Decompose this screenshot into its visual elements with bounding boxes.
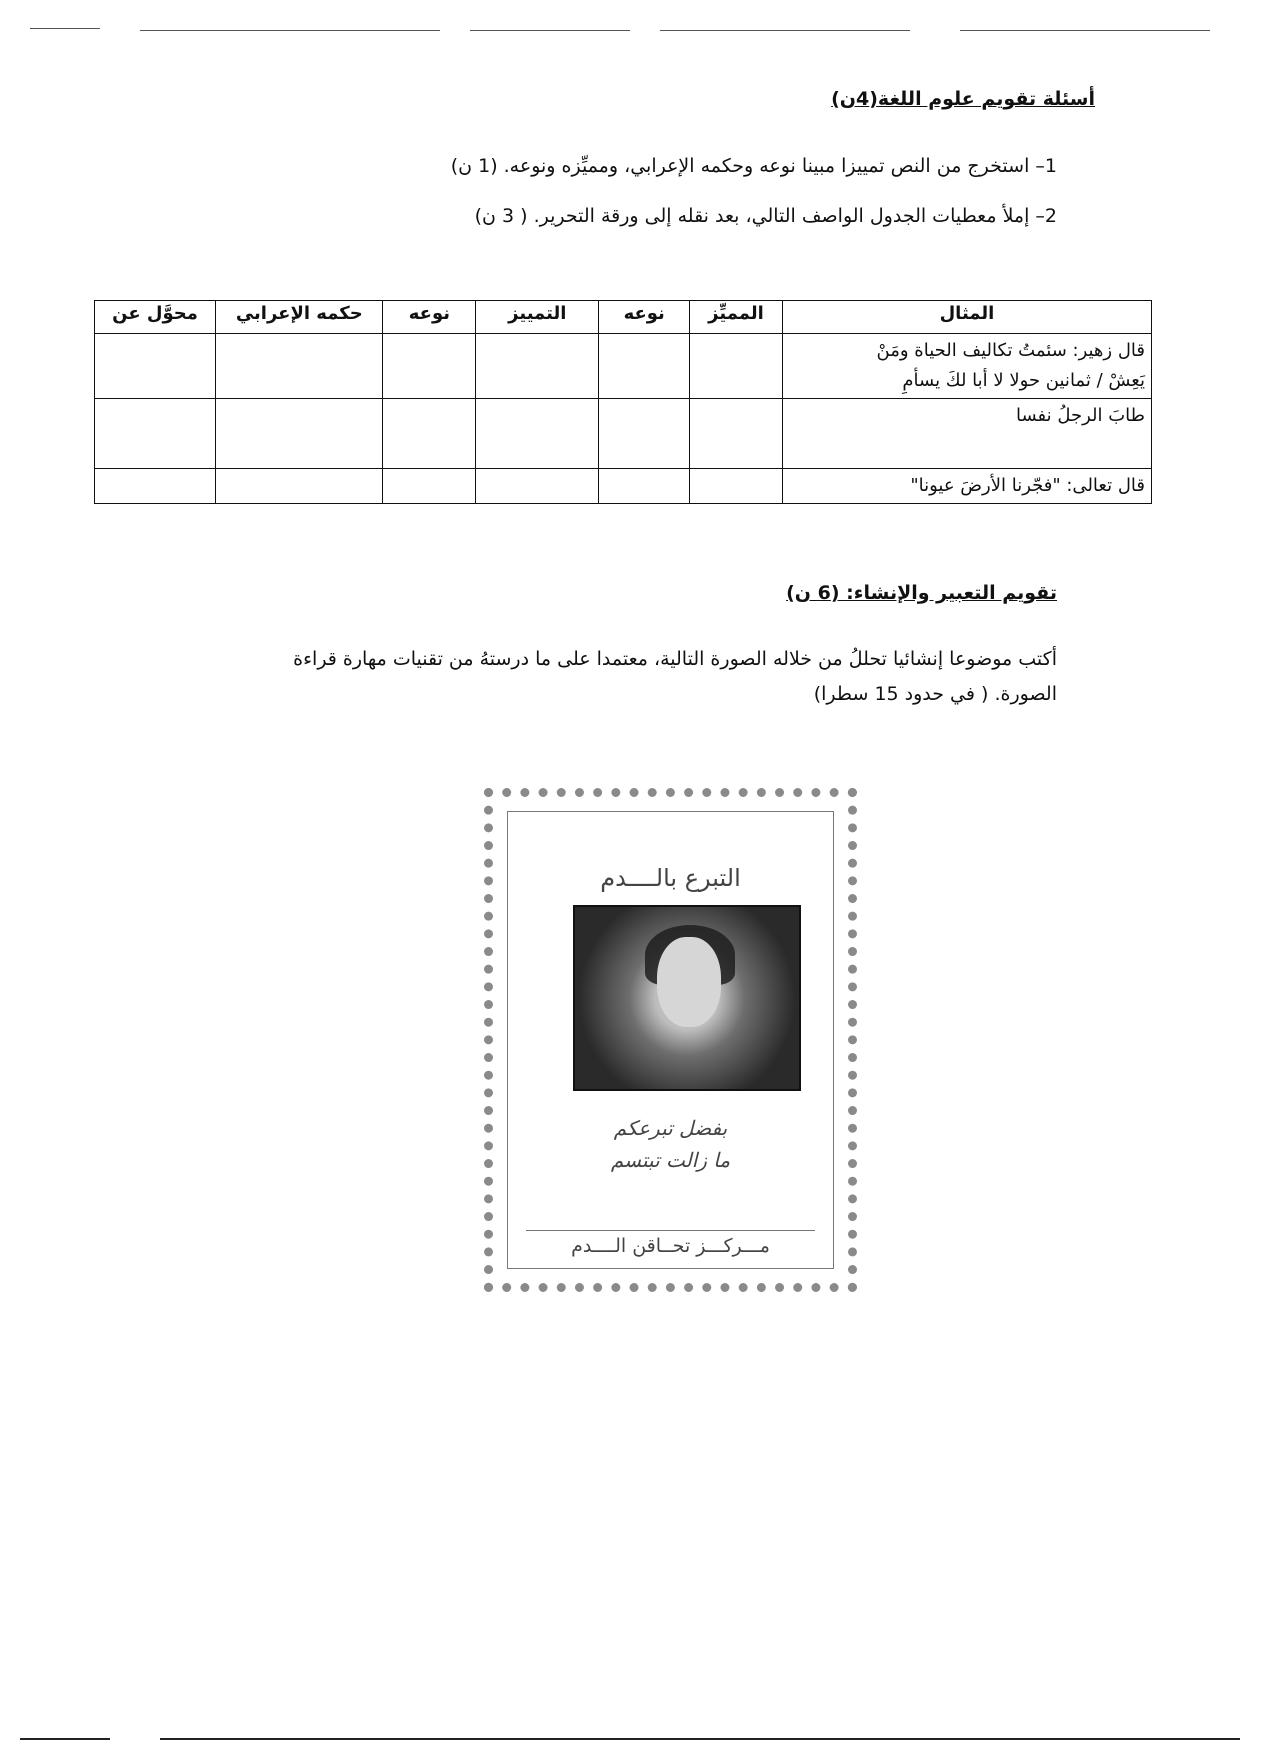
scan-artifact — [160, 1738, 1240, 1740]
empty-cell — [216, 469, 383, 504]
table-row — [95, 399, 1152, 469]
composition-instruction: أكتب موضوعا إنشائيا تحللُ من خلاله الصورة التالية، معتمدا على ما درستهُ من تقنيات مهارة قراءة — [293, 648, 1057, 670]
example-line: قال زهير: سئمتُ تكاليف الحياة ومَنْ — [876, 340, 1145, 361]
scan-artifact — [140, 30, 440, 31]
example-line: طابَ الرجلُ نفسا — [1015, 405, 1145, 426]
empty-cell — [690, 469, 783, 504]
scan-artifact — [960, 30, 1210, 31]
question-1: 1– استخرج من النص تمييزا مبينا نوعه وحكمه الإعرابي، ومميِّزه ونوعه. (1 ن) — [450, 155, 1057, 177]
question-2: 2– إملأ معطيات الجدول الواصف التالي، بعد نقله إلى ورقة التحرير. ( 3 ن) — [474, 205, 1057, 227]
empty-cell — [476, 399, 599, 469]
empty-cell — [383, 399, 476, 469]
empty-cell — [95, 469, 216, 504]
poster-frame — [507, 811, 834, 1269]
table-row — [95, 334, 1152, 399]
scan-artifact — [660, 30, 910, 31]
scan-artifact — [20, 1738, 110, 1740]
section-title-composition: تقويم التعبير والإنشاء: (6 ن) — [786, 582, 1057, 604]
empty-cell — [383, 469, 476, 504]
empty-cell — [476, 469, 599, 504]
girl-photo — [573, 905, 801, 1091]
empty-cell — [476, 334, 599, 399]
empty-cell — [599, 469, 690, 504]
face-shape — [657, 937, 721, 1027]
header-discriminated: المميِّز — [690, 301, 783, 334]
header-type: نوعه — [599, 301, 690, 334]
example-cell — [782, 334, 1151, 399]
poster-slogan — [508, 1112, 833, 1176]
composition-instruction-cont: الصورة. ( في حدود 15 سطرا) — [813, 683, 1057, 705]
empty-cell — [690, 334, 783, 399]
empty-cell — [216, 399, 383, 469]
example-line: يَعِشْ / ثمانين حولا لا أبا لكَ يسأمِ — [902, 370, 1145, 391]
scan-artifact — [470, 30, 630, 31]
empty-cell — [599, 399, 690, 469]
empty-cell — [216, 334, 383, 399]
empty-cell — [599, 334, 690, 399]
empty-cell — [690, 399, 783, 469]
example-line: قال تعالى: "فجّرنا الأرضَ عيونا" — [910, 475, 1145, 496]
example-cell — [782, 469, 1151, 504]
empty-cell — [383, 334, 476, 399]
empty-cell — [95, 334, 216, 399]
example-cell — [782, 399, 1151, 469]
slogan-line: ما زالت تبتسم — [610, 1148, 731, 1172]
section-title-language: أسئلة تقويم علوم اللغة(4ن) — [831, 88, 1095, 110]
slogan-line: بفضل تبرعكم — [613, 1116, 728, 1140]
header-example: المثال — [782, 301, 1151, 334]
table-header-row — [95, 301, 1152, 334]
empty-cell — [95, 399, 216, 469]
header-grammatical-case: حكمه الإعرابي — [216, 301, 383, 334]
blood-donation-poster — [484, 788, 857, 1292]
scan-artifact — [30, 28, 100, 29]
poster-footer: مـــركـــز تحــاقن الــــدم — [526, 1230, 815, 1257]
poster-title: التبرع بالــــدم — [600, 864, 741, 892]
header-tamyiz: التمييز — [476, 301, 599, 334]
descriptive-table — [94, 300, 1152, 504]
header-type: نوعه — [383, 301, 476, 334]
table-row — [95, 469, 1152, 504]
header-converted-from: محوَّل عن — [95, 301, 216, 334]
